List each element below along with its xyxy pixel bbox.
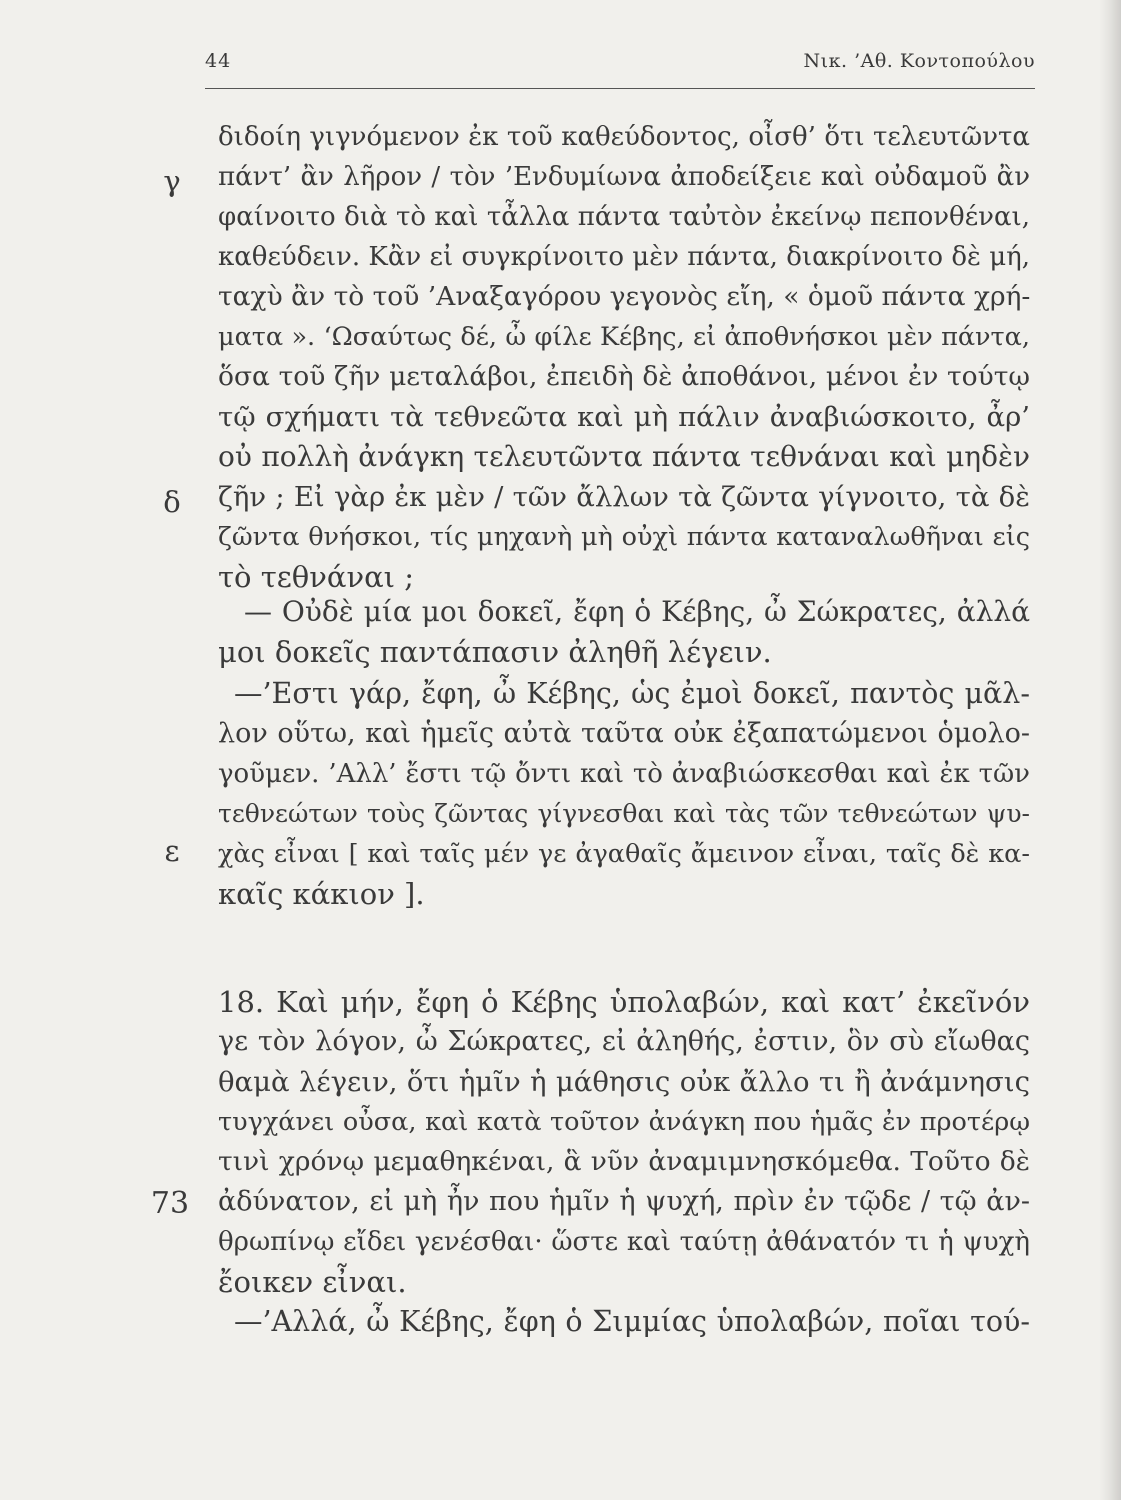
text-line: τεθνεώτων τοὺς ζῶντας γίγνεσθαι καὶ τὰς τῶν τεθνεώτων ψυ- xyxy=(218,799,1030,828)
margin-marker-gamma: γ xyxy=(163,164,181,198)
margin-marker-epsilon: ε xyxy=(164,834,180,868)
text-line: γοῦμεν. ’Αλλ’ ἔστι τῷ ὄντι καὶ τὸ ἀναβιώσκεσθαι καὶ ἐκ τῶν xyxy=(218,759,1030,789)
text-line: τυγχάνει οὖσα, καὶ κατὰ τοῦτον ἀνάγκη που ἡμᾶς ἐν προτέρῳ xyxy=(218,1107,1030,1137)
text-line: ταχὺ ἂν τὸ τοῦ ’Αναξαγόρου γεγονὸς εἴη, « ὁμοῦ πάντα χρή- xyxy=(218,281,1031,312)
text-line: 18. Καὶ μήν, ἔφη ὁ Κέβης ὑπολαβών, καὶ κατ’ ἐκεῖνόν xyxy=(218,985,1030,1019)
text-line: ἀδύνατον, εἰ μὴ ἦν που ἡμῖν ἡ ψυχή, πρὶν ἐν τῷδε / τῷ ἀν- xyxy=(218,1186,1030,1217)
text-line: — Οὐδὲ μία μοι δοκεῖ, ἔφη ὁ Κέβης, ὦ Σώκρατες, ἀλλά xyxy=(244,595,1030,628)
text-line: χὰς εἶναι [ καὶ ταῖς μέν γε ἀγαθαῖς ἄμεινον εἶναι, ταῖς δὲ κα- xyxy=(218,839,1030,869)
text-line: τινὶ χρόνῳ μεμαθηκέναι, ἃ νῦν ἀναμιμνησκόμεθα. Τοῦτο δὲ xyxy=(218,1146,1030,1177)
margin-marker-delta: δ xyxy=(163,485,181,519)
text-line: ὅσα τοῦ ζῆν μεταλάβοι, ἐπειδὴ δὲ ἀποθάνοι, μένοι ἐν τούτῳ xyxy=(218,361,1030,392)
text-line: θαμὰ λέγειν, ὅτι ἡμῖν ἡ μάθησις οὐκ ἄλλο τι ἢ ἀνάμνησις xyxy=(218,1066,1030,1098)
text-line: —’Αλλά, ὦ Κέβης, ἔφη ὁ Σιμμίας ὑπολαβών, ποῖαι τού- xyxy=(234,1305,1030,1338)
text-line: οὐ πολλὴ ἀνάγκη τελευτῶντα πάντα τεθνάναι καὶ μηδὲν xyxy=(218,440,1030,473)
text-line: τὸ τεθνάναι ; xyxy=(218,560,415,594)
text-line: διδοίη γιγνόμενον ἐκ τοῦ καθεύδοντος, οἶσθ’ ὅτι τελευτῶντα xyxy=(218,122,1030,152)
text-line: γε τὸν λόγον, ὦ Σώκρατες, εἰ ἀληθής, ἐστιν, ὃν σὺ εἴωθας xyxy=(218,1026,1030,1057)
text-line: θρωπίνῳ εἴδει γενέσθαι· ὥστε καὶ ταύτῃ ἀθάνατόν τι ἡ ψυχὴ xyxy=(218,1227,1030,1257)
text-line: καθεύδειν. Κἂν εἰ συγκρίνοιτο μὲν πάντα, διακρίνοιτο δὲ μή, xyxy=(218,242,1030,272)
text-line: ζῶντα θνήσκοι, τίς μηχανὴ μὴ οὐχὶ πάντα καταναλωθῆναι εἰς xyxy=(218,522,1030,552)
text-line: πάντ’ ἂν λῆρον / τὸν ’Ενδυμίωνα ἀποδείξειε καὶ οὐδαμοῦ ἂν xyxy=(218,162,1030,192)
text-line: ἔοικεν εἶναι. xyxy=(218,1265,407,1299)
text-line: ζῆν ; Εἰ γὰρ ἐκ μὲν / τῶν ἄλλων τὰ ζῶντα γίγνοιτο, τὰ δὲ xyxy=(218,481,1030,513)
text-line: λον οὕτω, καὶ ἡμεῖς αὐτὰ ταῦτα οὐκ ἐξαπατώμενοι ὁμολο- xyxy=(218,718,1030,749)
text-line: μοι δοκεῖς παντάπασιν ἀληθῆ λέγειν. xyxy=(218,635,772,669)
running-head: Νικ. ’Αθ. Κοντοπούλου xyxy=(803,50,1035,72)
margin-marker-stephanus-73: 73 xyxy=(150,1186,190,1221)
page-number: 44 xyxy=(205,50,232,72)
text-line: καῖς κάκιον ]. xyxy=(218,877,425,911)
text-line: —’Εστι γάρ, ἔφη, ὦ Κέβης, ὡς ἐμοὶ δοκεῖ, παντὸς μᾶλ- xyxy=(234,677,1030,710)
text-line: τῷ σχήματι τὰ τεθνεῶτα καὶ μὴ πάλιν ἀναβιώσκοιτο, ἆρ’ xyxy=(218,401,1030,433)
text-line: φαίνοιτο διὰ τὸ καὶ τἆλλα πάντα ταὐτὸν ἐκείνῳ πεπονθέναι, xyxy=(218,202,1030,232)
text-line: ματα ». ‘Ωσαύτως δέ, ὦ φίλε Κέβης, εἰ ἀποθνήσκοι μὲν πάντα, xyxy=(218,322,1030,352)
